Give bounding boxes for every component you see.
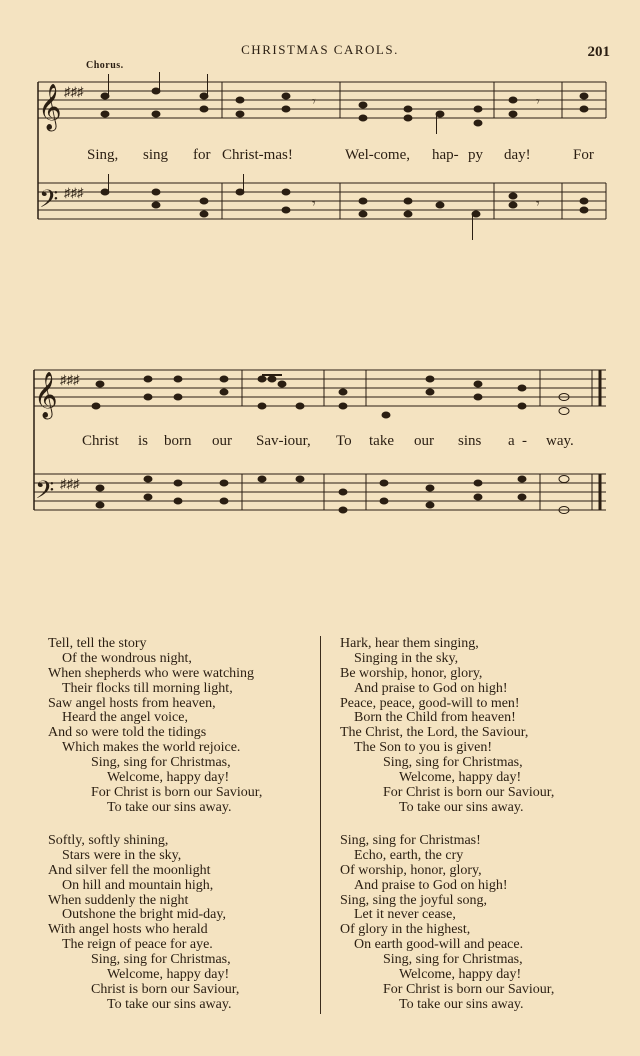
lyric-syllable: born <box>164 433 192 449</box>
verse-line: The Christ, the Lord, the Saviour, <box>340 725 529 741</box>
bass-clef-icon: 𝄢 <box>35 477 55 510</box>
verse-line: Welcome, happy day! <box>399 967 522 983</box>
verse-line: For Christ is born our Saviour, <box>383 784 555 800</box>
lyric-syllable: py <box>468 147 483 163</box>
verse-line: Softly, softly shining, <box>48 833 169 848</box>
bass-clef-icon: 𝄢 <box>39 186 59 219</box>
verse-line: Of the wondrous night, <box>62 650 192 666</box>
verse-line: Stars were in the sky, <box>62 847 182 863</box>
verse-line: And praise to God on high! <box>354 680 508 696</box>
verse-3 <box>340 637 554 816</box>
chorus-label: Chorus. <box>86 60 124 71</box>
verse-line: And so were told the tidings <box>48 725 207 741</box>
verse-line: When suddenly the night <box>48 892 189 908</box>
system-1-treble-notes <box>101 72 588 134</box>
verse-line: Welcome, happy day! <box>107 770 230 786</box>
verse-line: To take our sins away. <box>399 996 524 1012</box>
lyric-syllable: our <box>414 433 434 449</box>
lyric-syllable: sing <box>143 147 169 163</box>
verse-line: Sing, sing for Christmas, <box>91 755 231 771</box>
key-signature-sharps: ♯♯♯ <box>60 476 80 491</box>
verse-line: Welcome, happy day! <box>399 770 522 786</box>
verse-line: And praise to God on high! <box>354 877 508 893</box>
lyric-syllable: Christ <box>82 433 119 449</box>
verse-line: Sing, sing for Christmas, <box>91 952 231 968</box>
verse-line: Peace, peace, good-will to men! <box>340 695 520 711</box>
verse-line: Of worship, honor, glory, <box>340 862 482 878</box>
lyric-syllable: Wel-come, <box>345 147 411 163</box>
verse-line: With angel hosts who herald <box>48 922 208 938</box>
lyric-syllable: for <box>193 147 211 163</box>
lyric-syllable: day! <box>504 147 531 163</box>
verse-line: Heard the angel voice, <box>62 710 188 726</box>
verse-line: On hill and mountain high, <box>62 877 214 893</box>
lyric-syllable: hap- <box>432 147 459 163</box>
lyric-syllable: Christ-mas! <box>222 147 293 163</box>
verse-line: Outshone the bright mid-day, <box>62 907 226 923</box>
lyric-syllable: Sing, <box>87 147 119 163</box>
verse-line: Their flocks till morning light, <box>62 680 233 696</box>
verse-line: To take our sins away. <box>399 799 524 815</box>
system-1-treble-staff <box>38 82 606 118</box>
svg-text:𝄾: 𝄾 <box>536 197 540 212</box>
verse-line: On earth good-will and peace. <box>354 937 524 953</box>
lyric-syllable: a <box>508 433 515 449</box>
key-signature-sharps: ♯♯♯ <box>64 185 84 200</box>
column-divider <box>320 636 321 1014</box>
svg-text:𝄾: 𝄾 <box>312 197 316 212</box>
system-1-bass-staff <box>38 183 606 219</box>
page-number: 201 <box>587 44 610 60</box>
verse-line: Echo, earth, the cry <box>354 847 464 863</box>
lyric-syllable: take <box>369 433 394 449</box>
verse-line: Sing, sing for Christmas, <box>383 952 523 968</box>
verse-line: Tell, tell the story <box>48 636 147 651</box>
lyric-syllable: sins <box>458 433 482 449</box>
treble-clef-icon: 𝄞 <box>34 372 58 417</box>
verse-2 <box>48 834 239 1013</box>
running-title: CHRISTMAS CAROLS. <box>241 42 399 57</box>
verse-line: And silver fell the moonlight <box>48 862 211 878</box>
verse-line: For Christ is born our Saviour, <box>91 784 263 800</box>
system-2-bass-notes <box>96 476 569 514</box>
verse-line: The reign of peace for aye. <box>62 937 213 953</box>
treble-clef-icon: 𝄞 <box>38 84 62 129</box>
system-2-lyrics <box>0 433 640 453</box>
verse-line: Saw angel hosts from heaven, <box>48 695 216 711</box>
system-1-lyrics <box>0 147 640 167</box>
verse-line: The Son to you is given! <box>354 740 493 756</box>
verse-line: Which makes the world rejoice. <box>62 740 241 756</box>
verse-4 <box>340 834 554 1013</box>
verse-line: Hark, hear them singing, <box>340 636 479 651</box>
verse-line: Of glory in the highest, <box>340 922 471 938</box>
lyric-syllable: - <box>522 433 527 449</box>
verse-line: Sing, sing for Christmas! <box>340 833 481 848</box>
lyric-syllable: To <box>336 433 352 449</box>
system-1-bass-notes <box>101 174 588 240</box>
lyric-syllable: Sav-iour, <box>256 433 311 449</box>
lyric-syllable: our <box>212 433 232 449</box>
verse-line: Christ is born our Saviour, <box>91 981 240 997</box>
verse-line: Welcome, happy day! <box>107 967 230 983</box>
lyric-syllable: is <box>138 433 149 449</box>
verse-1 <box>48 637 262 816</box>
verse-line: Born the Child from heaven! <box>354 710 516 726</box>
verse-line: To take our sins away. <box>107 996 232 1012</box>
svg-text:𝄾: 𝄾 <box>536 95 540 110</box>
key-signature-sharps: ♯♯♯ <box>60 372 80 387</box>
svg-text:𝄾: 𝄾 <box>312 95 316 110</box>
lyric-syllable: way. <box>546 433 574 449</box>
verse-line: When shepherds who were watching <box>48 665 255 681</box>
verse-line: To take our sins away. <box>107 799 232 815</box>
verse-line: Singing in the sky, <box>354 650 459 666</box>
verse-line: Sing, sing the joyful song, <box>340 892 488 908</box>
verse-line: For Christ is born our Saviour, <box>383 981 555 997</box>
verse-line: Sing, sing for Christmas, <box>383 755 523 771</box>
key-signature-sharps: ♯♯♯ <box>64 84 84 99</box>
lyric-syllable: For <box>573 147 594 163</box>
verse-line: Let it never cease, <box>354 907 456 923</box>
verse-line: Be worship, honor, glory, <box>340 665 483 681</box>
